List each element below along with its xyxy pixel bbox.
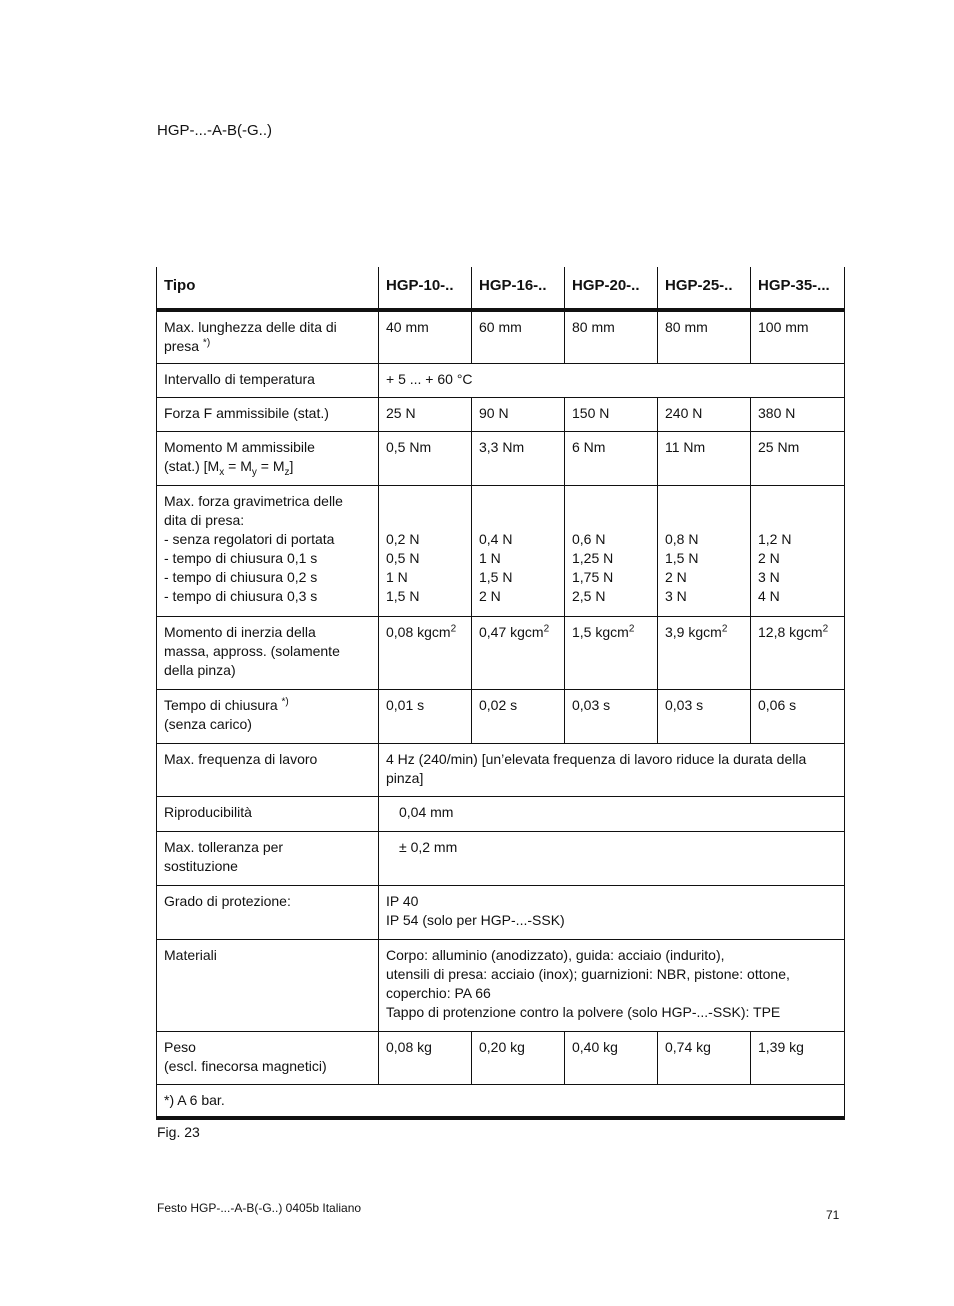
row-label-gravity-force: Max. forza gravimetrica delle dita di presa: - senza regolatori di portata - tempo di chiusura 0,1 s - tempo di chiusura 0,2 s - tempo di chiusura 0,3 s (157, 485, 379, 616)
table-cell: 6 Nm (565, 431, 658, 485)
table-row (157, 1084, 845, 1118)
table-cell: 80 mm (565, 310, 658, 363)
table-cell: ± 0,2 mm (379, 831, 845, 885)
table-cell: 0,8 N 1,5 N 2 N 3 N (658, 485, 751, 616)
specifications-table (156, 267, 845, 1120)
table-row (157, 431, 845, 485)
table-cell: 0,03 s (565, 689, 658, 743)
table-cell: 12,8 kgcm$^2$ (751, 616, 845, 689)
table-cell: 3,3 Nm (472, 431, 565, 485)
table-cell: Corpo: alluminio (anodizzato), guida: acciaio (indurito), utensili di presa: acciaio (inox); guarnizioni: NBR, pistone: ottone, coperchio: PA 66 Tappo di protenzione contro la polvere (solo HGP-...-SSK): TPE (379, 939, 845, 1031)
table-row (157, 616, 845, 689)
figure-caption: Fig. 23 (157, 1124, 200, 1140)
table-row (157, 485, 845, 616)
header-cell-hgp-16: HGP-16-.. (472, 267, 565, 310)
table-cell: 1,5 kgcm$^2$ (565, 616, 658, 689)
header-cell-type: Tipo (157, 267, 379, 310)
table-cell: 4 Hz (240/min) [un’elevata frequenza di lavoro riduce la durata della pinza] (379, 743, 845, 796)
table-cell: 0,5 Nm (379, 431, 472, 485)
table-cell: 0,20 kg (472, 1031, 565, 1084)
row-label-frequency: Max. frequenza di lavoro (157, 743, 379, 796)
table-cell: 0,01 s (379, 689, 472, 743)
table-cell: 0,40 kg (565, 1031, 658, 1084)
table-cell: 11 Nm (658, 431, 751, 485)
table-cell: 0,47 kgcm$^2$ (472, 616, 565, 689)
row-label-closing-time: Tempo di chiusura *) (senza carico) (157, 689, 379, 743)
table-cell: + 5 ... + 60 °C (379, 363, 845, 397)
table-cell: 25 N (379, 397, 472, 431)
table-row (157, 831, 845, 885)
table-cell: 1,39 kg (751, 1031, 845, 1084)
table-row (157, 397, 845, 431)
table-cell: 0,02 s (472, 689, 565, 743)
document-header-title: HGP-...-A-B(-G..) (157, 122, 272, 139)
table-row (157, 796, 845, 831)
footnote-marker: *) (281, 695, 289, 707)
row-label-temperature: Intervallo di temperatura (157, 363, 379, 397)
table-row (157, 310, 845, 363)
row-label-materials: Materiali (157, 939, 379, 1031)
table-cell: 0,03 s (658, 689, 751, 743)
table-cell: 0,08 kg (379, 1031, 472, 1084)
table-cell: 0,08 kgcm$^2$ (379, 616, 472, 689)
table-cell: IP 40 IP 54 (solo per HGP-...-SSK) (379, 885, 845, 939)
table-header-row (157, 267, 845, 310)
table-cell: 90 N (472, 397, 565, 431)
table-cell: 0,2 N 0,5 N 1 N 1,5 N (379, 485, 472, 616)
table-cell: 0,04 mm (379, 796, 845, 831)
table-cell: 0,74 kg (658, 1031, 751, 1084)
table-cell: 40 mm (379, 310, 472, 363)
table-footnote: *) A 6 bar. (157, 1084, 845, 1118)
table-row (157, 1031, 845, 1084)
table-cell: 1,2 N 2 N 3 N 4 N (751, 485, 845, 616)
row-label-tolerance: Max. tolleranza per sostituzione (157, 831, 379, 885)
row-label-weight: Peso (escl. finecorsa magnetici) (157, 1031, 379, 1084)
page-footer: Festo HGP-...-A-B(-G..) 0405b Italiano (157, 1201, 362, 1215)
table-row (157, 363, 845, 397)
header-cell-hgp-35: HGP-35-... (751, 267, 845, 310)
row-label-inertia: Momento di inerzia della massa, appross. (solamente della pinza) (157, 616, 379, 689)
table-cell: 0,4 N 1 N 1,5 N 2 N (472, 485, 565, 616)
table-row (157, 743, 845, 796)
header-cell-hgp-20: HGP-20-.. (565, 267, 658, 310)
row-label-force: Forza F ammissibile (stat.) (157, 397, 379, 431)
table-cell: 60 mm (472, 310, 565, 363)
table-row (157, 939, 845, 1031)
header-cell-hgp-25: HGP-25-.. (658, 267, 751, 310)
table-cell: 380 N (751, 397, 845, 431)
table-cell: 150 N (565, 397, 658, 431)
table-cell: 25 Nm (751, 431, 845, 485)
table-cell: 3,9 kgcm$^2$ (658, 616, 751, 689)
row-label-moment: Momento M ammissibile (stat.) $[M_x = M_y = M_z]$ (157, 431, 379, 485)
table-cell: 100 mm (751, 310, 845, 363)
table-row (157, 689, 845, 743)
row-label-repeatability: Riproducibilità (157, 796, 379, 831)
footnote-marker: *) (202, 337, 211, 349)
page-number: 71 (826, 1208, 840, 1222)
row-label-finger-length: Max. lunghezza delle dita di presa *) (157, 310, 379, 363)
table-cell: 0,06 s (751, 689, 845, 743)
table-cell: 240 N (658, 397, 751, 431)
table-row (157, 885, 845, 939)
header-cell-hgp-10: HGP-10-.. (379, 267, 472, 310)
table-cell: 0,6 N 1,25 N 1,75 N 2,5 N (565, 485, 658, 616)
table-cell: 80 mm (658, 310, 751, 363)
row-label-protection: Grado di protezione: (157, 885, 379, 939)
